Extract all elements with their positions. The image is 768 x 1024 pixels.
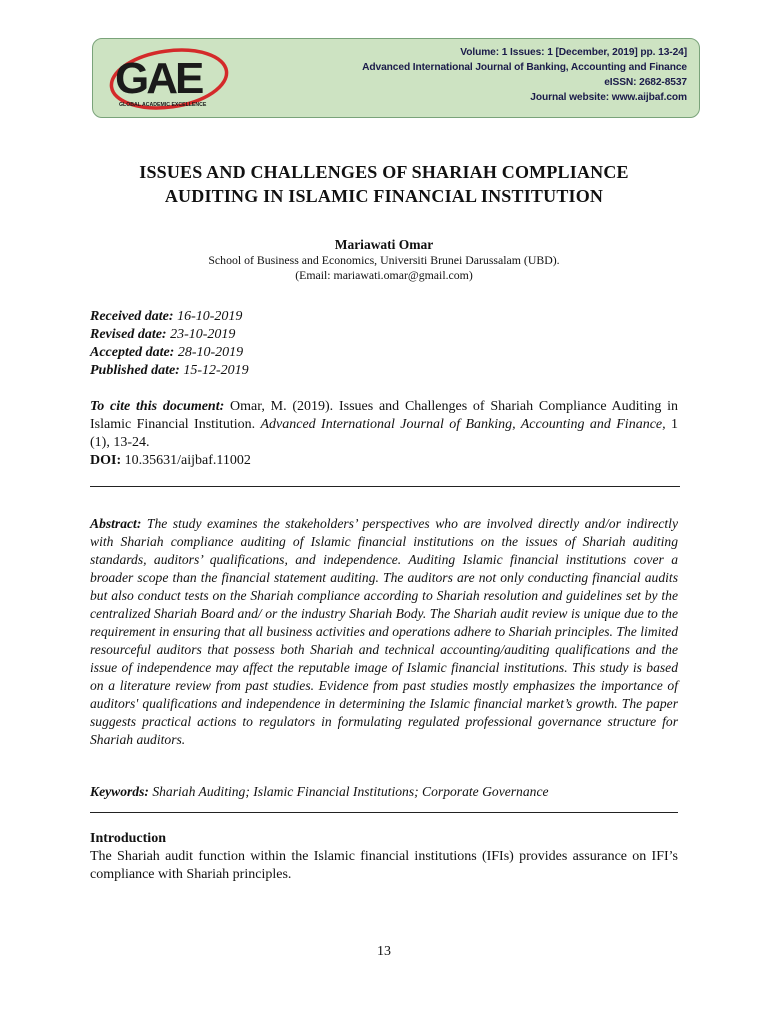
citation-journal: Advanced International Journal of Banking, Accounting and Finance, bbox=[260, 417, 666, 432]
accepted-date bbox=[90, 344, 249, 362]
journal-header-box bbox=[92, 38, 700, 118]
title-line-2: AUDITING IN ISLAMIC FINANCIAL INSTITUTION bbox=[164, 186, 604, 206]
received-value: 16-10-2019 bbox=[177, 309, 243, 324]
title-line-1: ISSUES AND CHALLENGES OF SHARIAH COMPLIANCE bbox=[139, 162, 629, 182]
divider-top bbox=[90, 486, 680, 487]
paper-title bbox=[60, 160, 708, 208]
gae-logo bbox=[101, 45, 231, 113]
revised-value: 23-10-2019 bbox=[170, 327, 236, 342]
journal-info bbox=[362, 45, 687, 105]
published-value: 15-12-2019 bbox=[183, 363, 249, 378]
keywords bbox=[90, 783, 678, 801]
volume-line: Volume: 1 Issues: 1 [December, 2019] pp. 13-24] bbox=[460, 47, 687, 58]
citation-text: Omar, M. (2019). Issues and Challenges of Shariah Compliance Auditing in Islamic Financial Institution. bbox=[90, 399, 679, 432]
accepted-value: 28-10-2019 bbox=[177, 345, 244, 360]
journal-name: Advanced International Journal of Banking, Accounting and Finance bbox=[362, 62, 687, 73]
citation-volume: 1 (1), 13-24. bbox=[90, 417, 678, 450]
author-block bbox=[60, 236, 708, 283]
abstract-text: The study examines the stakeholders’ perspectives who are involved directly and/or indirectly with Shariah compliance auditing of Islamic financial institutions on the issues of Shariah auditing standards, auditors’ qualifications, and independence. Auditing Islamic financial institutions cover a broader scope than the financial statement auditing. The auditors are not only conducting financial audits but also conduct tests on the Shariah compliance according to Shariah resolution and guidelines set by the centralized Shariah Board and/ or the industry Shariah Body. The Shariah audit review is unique due to the requirement in ensuring that all business activities and operations adhere to Shariah principles. The limited resourceful auditors that possess both Shariah and technical accounting/auditing qualifications and the issue of independence may affect the reputable image of Islamic financial institutions. This study is based on a literature review from past studies. Evidence from past studies mostly emphasizes the importance of auditors' qualifications and independence in determining the Islamic financial market’s growth. The paper suggests practical actions to regulators in formulating regulated professional governance structure for Shariah auditors. bbox=[90, 516, 678, 747]
introduction-heading: Introduction bbox=[90, 831, 166, 846]
logo-subtext: GLOBAL ACADEMIC EXCELLENCE bbox=[119, 102, 207, 108]
author-name: Mariawati Omar bbox=[334, 237, 434, 252]
doi-label: DOI: bbox=[90, 453, 122, 468]
revised-label: Revised date: bbox=[90, 327, 167, 342]
keywords-label: Keywords: bbox=[90, 784, 149, 799]
article-dates bbox=[90, 308, 249, 380]
doi bbox=[90, 452, 251, 470]
published-date bbox=[90, 362, 249, 380]
accepted-label: Accepted date: bbox=[90, 345, 175, 360]
citation-label: To cite this document: bbox=[90, 399, 225, 414]
journal-website[interactable]: Journal website: www.aijbaf.com bbox=[530, 92, 687, 103]
page-number: 13 bbox=[377, 944, 391, 959]
abstract-label: Abstract: bbox=[90, 516, 142, 531]
keywords-text: Shariah Auditing; Islamic Financial Institutions; Corporate Governance bbox=[152, 784, 549, 799]
citation bbox=[90, 398, 678, 452]
received-date bbox=[90, 308, 249, 326]
author-email[interactable]: (Email: mariawati.omar@gmail.com) bbox=[295, 268, 473, 282]
abstract bbox=[90, 515, 678, 749]
introduction-text: The Shariah audit function within the Islamic financial institutions (IFIs) provides assurance on IFI’s compliance with Shariah principles. bbox=[90, 849, 678, 882]
eissn: eISSN: 2682-8537 bbox=[604, 77, 687, 88]
received-label: Received date: bbox=[90, 309, 174, 324]
logo-text: GAE bbox=[115, 54, 202, 103]
published-label: Published date: bbox=[90, 363, 180, 378]
divider-bottom bbox=[90, 812, 678, 813]
revised-date bbox=[90, 326, 249, 344]
doi-value[interactable]: 10.35631/aijbaf.11002 bbox=[124, 453, 251, 468]
author-affiliation: School of Business and Economics, Universiti Brunei Darussalam (UBD). bbox=[208, 253, 560, 267]
